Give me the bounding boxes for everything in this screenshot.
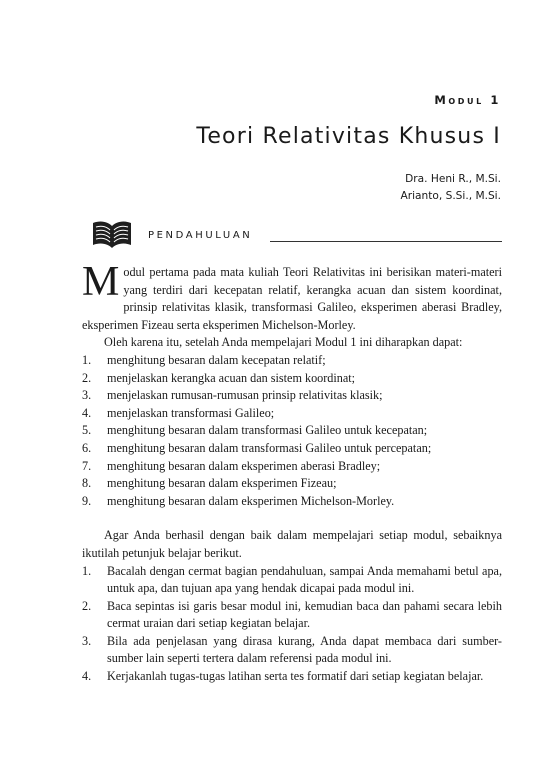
guide-list — [82, 563, 502, 686]
list-item: 2. Baca sepintas isi garis besar modul ini, kemudian baca dan pahami secara lebih cermat uraian dari setiap kegiatan belajar. — [82, 598, 502, 631]
guide-lead: Agar Anda berhasil dengan baik dalam mempelajari setiap modul, sebaiknya ikutilah petunjuk belajar berikut. — [82, 528, 502, 560]
open-book-icon — [91, 220, 133, 250]
body-text — [82, 259, 502, 686]
heading-rule — [270, 241, 502, 242]
intro-paragraph — [82, 259, 502, 334]
objectives-list — [82, 352, 502, 510]
list-item: 5. menghitung besaran dalam transformasi Galileo untuk kecepatan; — [82, 423, 428, 438]
section-heading: PENDAHULUAN — [148, 230, 253, 241]
list-item: 8. menghitung besaran dalam eksperimen Fizeau; — [82, 476, 337, 491]
list-item: 7. menghitung besaran dalam eksperimen aberasi Bradley; — [82, 458, 381, 473]
list-item: 4. menjelaskan transformasi Galileo; — [82, 405, 275, 420]
author-2: Arianto, S.Si., M.Si. — [400, 190, 501, 202]
module-label: Modul 1 — [434, 93, 501, 107]
list-item: 3. Bila ada penjelasan yang dirasa kurang, Anda dapat membaca dari sumber-sumber lain seperti tertera dalam referensi pada modul ini. — [82, 633, 502, 666]
drop-cap: M — [82, 259, 120, 305]
list-item: 3. menjelaskan rumusan-rumusan prinsip relativitas klasik; — [82, 388, 383, 403]
author-1: Dra. Heni R., M.Si. — [405, 173, 501, 185]
objectives-lead: Oleh karena itu, setelah Anda mempelajari Modul 1 ini diharapkan dapat: — [104, 335, 463, 350]
list-item: 4. Kerjakanlah tugas-tugas latihan serta tes formatif dari setiap kegiatan belajar. — [82, 669, 484, 684]
intro-text: odul pertama pada mata kuliah Teori Relativitas ini berisikan materi-materi yang terdiri dari kecepatan relatif, kerangka acuan dan sistem koordinat, prinsip relativitas klasik, transformasi Galileo, eksperimen aberasi Bradley, eksperimen Fizeau serta eksperimen Michelson-Morley. — [82, 265, 502, 332]
list-item: 9. menghitung besaran dalam eksperimen Michelson-Morley. — [82, 493, 395, 508]
list-item: 1. Bacalah dengan cermat bagian pendahuluan, sampai Anda memahami betul apa, untuk apa, dan tujuan apa yang hendak dicapai pada modul ini. — [82, 563, 502, 596]
list-item: 1. menghitung besaran dalam kecepatan relatif; — [82, 352, 326, 367]
list-item: 6. menghitung besaran dalam transformasi Galileo untuk percepatan; — [82, 440, 432, 455]
page-title: Teori Relativitas Khusus I — [196, 124, 501, 149]
list-item: 2. menjelaskan kerangka acuan dan sistem koordinat; — [82, 370, 356, 385]
